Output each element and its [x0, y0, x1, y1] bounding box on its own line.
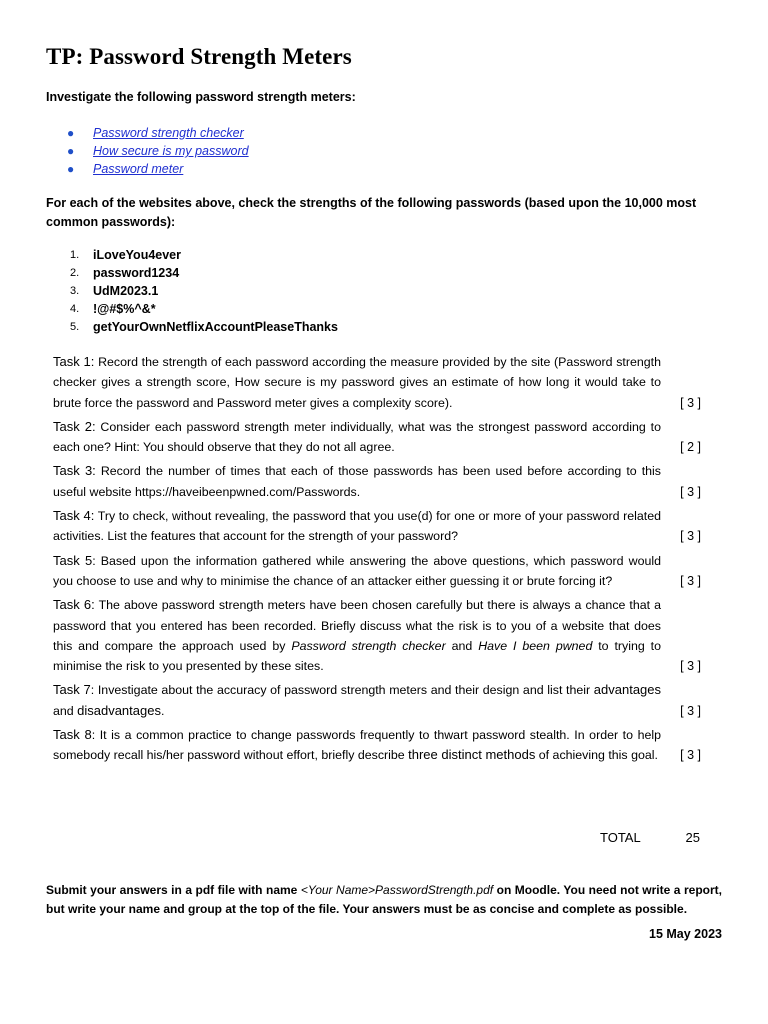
password-value: !@#$%^&* — [93, 302, 156, 316]
submit-text: on Moodle. You need not write a report, but write your name and group at the top of the file. Your answers must be as concise and complete as possible. — [46, 883, 722, 916]
list-number: 1. — [70, 249, 80, 261]
list-number: 3. — [70, 285, 80, 297]
task-text: Record the number of times that each of those passwords has been used before according to this useful website https://haveibeenpwned.com/Passwords. — [53, 464, 661, 499]
bullet-icon: ● — [67, 162, 75, 176]
submit-filename: <Your Name>PasswordStrength.pdf — [300, 883, 494, 897]
total-value: 25 — [685, 830, 700, 845]
password-value: getYourOwnNetflixAccountPleaseThanks — [93, 320, 338, 334]
intro-text: Investigate the following password strength meters: — [46, 90, 356, 104]
task-text: Try to check, without revealing, the password that you use(d) for one or more of your password related activities. List the features that account for the strength of your password? — [53, 509, 662, 544]
task-marks: [ 2 ] — [680, 440, 701, 455]
link-how-secure-is-my-password[interactable]: How secure is my password — [93, 144, 249, 158]
list-item — [70, 282, 338, 300]
link-list — [67, 124, 249, 178]
list-item — [67, 124, 249, 142]
list-item — [70, 318, 338, 336]
instructions-text: For each of the websites above, check the strengths of the following passwords (based upon the 10,000 most common passwords): — [46, 196, 697, 229]
task-8 — [53, 725, 701, 766]
task-marks: [ 3 ] — [680, 703, 701, 718]
task-body — [53, 461, 661, 502]
task-text: Record the strength of each password according the measure provided by the site (Password strength checker gives a strength score, How secure is my password gives an estimate of how long it would take to brute force the password and Password meter gives a complexity score). — [53, 355, 661, 410]
task-text: of achieving this goal. — [535, 748, 658, 763]
task-text: : Investigate about the accuracy of password strength meters and their design and list their — [90, 683, 594, 698]
task-body — [53, 725, 661, 766]
task-body — [53, 506, 661, 547]
list-item — [67, 160, 249, 178]
task-text: and — [445, 638, 479, 653]
task-label: Task 2: — [53, 418, 96, 434]
task-1 — [53, 352, 701, 413]
task-text: and — [53, 703, 78, 718]
task-4 — [53, 506, 701, 547]
task-text-emphasis: advantages — [593, 682, 662, 698]
task-6 — [53, 595, 701, 676]
link-password-meter[interactable]: Password meter — [93, 162, 184, 176]
list-number: 5. — [70, 321, 80, 333]
password-value: password1234 — [93, 266, 180, 280]
document-date: 15 May 2023 — [649, 927, 722, 941]
bullet-icon: ● — [67, 144, 75, 158]
task-body — [53, 352, 661, 413]
task-text-emphasis: disadvantages — [77, 702, 161, 718]
submit-text: Submit your answers in a pdf file with name — [46, 883, 301, 897]
task-label: Task 4: — [53, 508, 95, 524]
task-label: Task 1: — [53, 354, 95, 369]
task-label: Task 8 — [53, 727, 92, 743]
task-marks: [ 3 ] — [680, 573, 701, 588]
list-item — [70, 246, 338, 264]
list-item — [70, 264, 338, 282]
task-text-italic: Have I been pwned — [478, 638, 593, 653]
link-password-strength-checker[interactable]: Password strength checker — [93, 126, 244, 140]
task-5 — [53, 551, 701, 592]
password-value: iLoveYou4ever — [93, 248, 182, 262]
list-number: 2. — [70, 267, 80, 279]
task-7 — [53, 680, 701, 721]
page-title: TP: Password Strength Meters — [46, 44, 352, 69]
task-label: Task 3: — [53, 463, 96, 479]
total-row — [600, 830, 700, 845]
task-label: Task 5 — [53, 552, 93, 568]
task-text-emphasis: three distinct methods — [408, 747, 536, 763]
task-marks: [ 3 ] — [680, 659, 701, 674]
password-value: UdM2023.1 — [93, 284, 159, 298]
task-text-italic: Password strength checker — [291, 638, 446, 653]
list-item — [70, 300, 338, 318]
task-body — [53, 551, 661, 592]
task-2 — [53, 417, 701, 458]
task-text: to trying to minimise the risk to you presented by these sites. — [53, 638, 662, 674]
task-text: . — [160, 703, 165, 718]
task-marks: [ 3 ] — [680, 748, 701, 763]
task-body — [53, 680, 661, 721]
task-text: The above password strength meters have been chosen carefully but there is always a chance that a password that you entered has been recorded. Briefly discuss what the risk is to you of a website that does this and compare the approach used by — [53, 598, 662, 653]
total-label: TOTAL — [600, 830, 641, 845]
task-label: Task 7 — [53, 682, 91, 698]
task-marks: [ 3 ] — [680, 484, 701, 499]
submission-note — [46, 881, 722, 919]
task-list — [53, 352, 701, 770]
task-body — [53, 417, 661, 458]
task-text: : It is a common practice to change passwords frequently to thwart password stealth. In order to help somebody recall his/her password without effort, briefly describe — [53, 728, 661, 763]
task-label: Task 6: — [53, 597, 95, 613]
list-number: 4. — [70, 303, 80, 315]
bullet-icon: ● — [67, 126, 75, 140]
task-marks: [ 3 ] — [680, 395, 701, 410]
password-list — [70, 246, 338, 336]
task-marks: [ 3 ] — [680, 529, 701, 544]
task-text: : Based upon the information gathered while answering the above questions, which password would you choose to use and why to minimise the chance of an attacker either guessing it or brute forcing it? — [53, 553, 661, 588]
task-body — [53, 595, 661, 676]
list-item — [67, 142, 249, 160]
task-text: Consider each password strength meter individually, what was the strongest password according to each one? Hint: You should observe that they do not all agree. — [53, 419, 661, 455]
task-3 — [53, 461, 701, 502]
